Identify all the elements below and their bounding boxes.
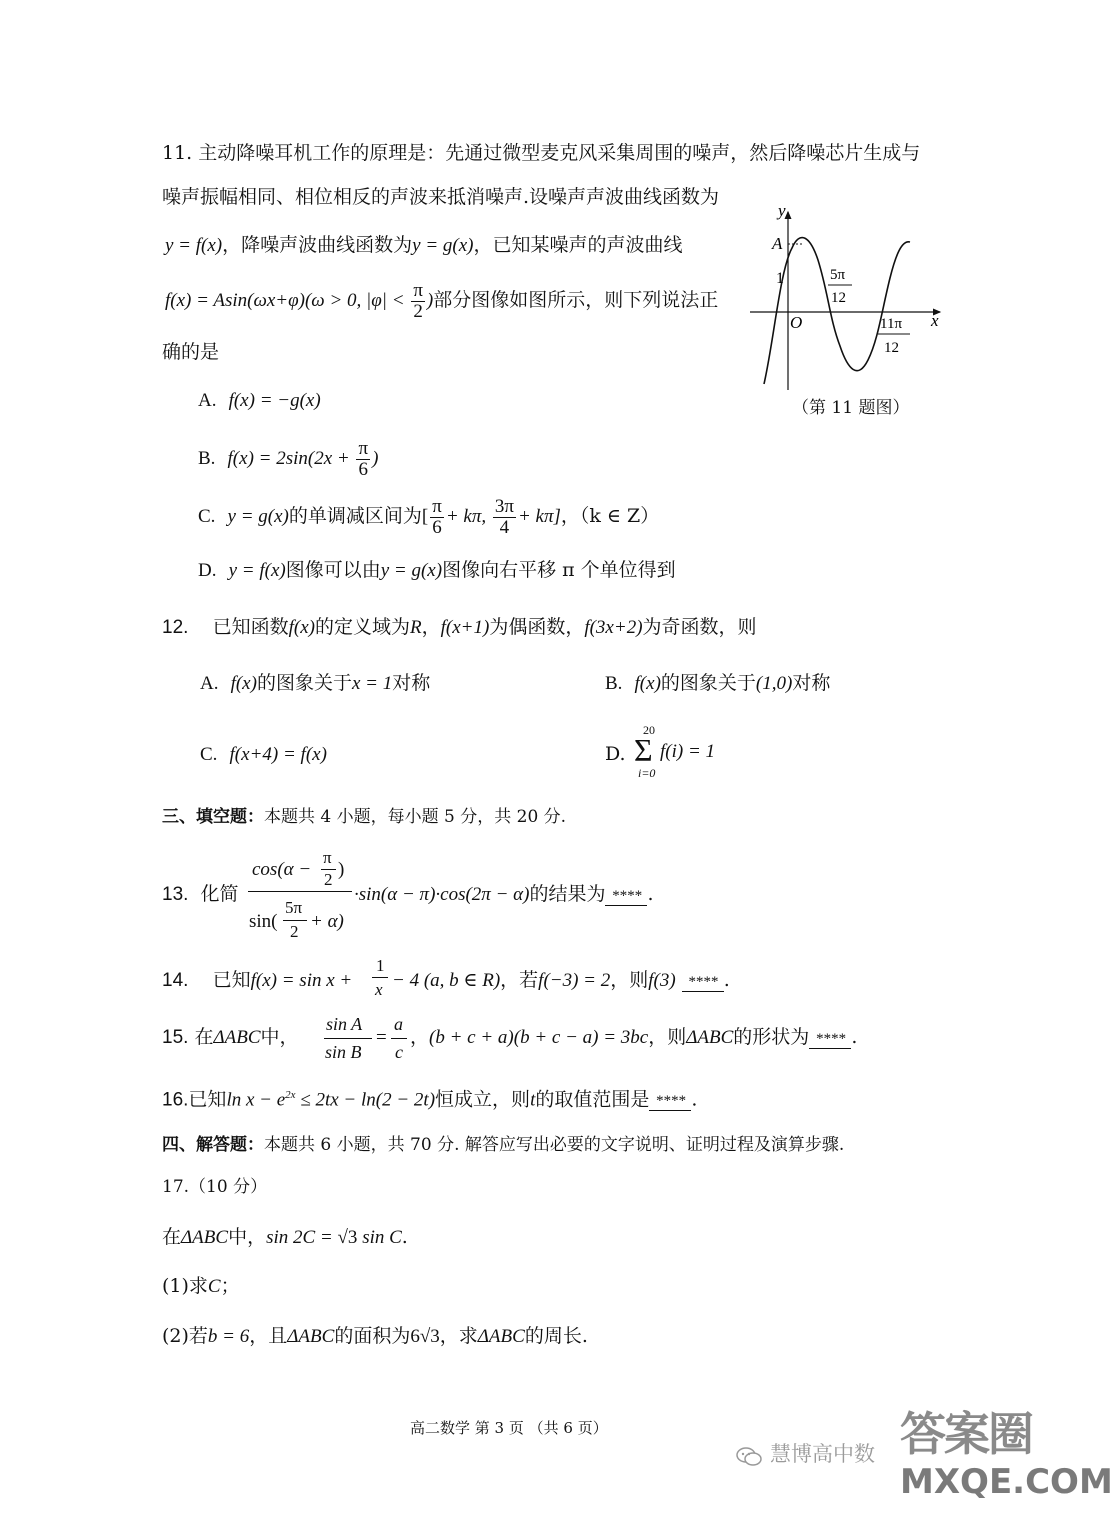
q11-pi-over-2: $\frac{\pi}{2}$: [413, 279, 423, 322]
logo-text: 答案圈: [900, 1407, 1032, 1461]
amplitude-label: A: [772, 234, 783, 253]
q14: 14. 已知f(x) = sin x +: [162, 969, 353, 991]
q15-frac1-line: [324, 1038, 372, 1039]
q11-condition: (ω > 0, |φ| <: [304, 290, 410, 311]
tick1-den: 12: [831, 290, 846, 306]
q14-rest: − 4 (a, b ∈ R)，若f(−3) = 2，则f(3) **** .: [392, 969, 730, 991]
q13-answer-blank[interactable]: ****: [605, 887, 647, 906]
q11-line3: [165, 233, 683, 258]
q13-prefix: 13. 化简: [162, 883, 239, 905]
q11-option-d: D. y = f(x)图像可以由y = g(x)图像向右平移 π 个单位得到: [198, 559, 676, 581]
q13-den-5pi: 5π: [285, 898, 303, 917]
q12-option-b: B. f(x)的图象关于(1,0)对称: [605, 672, 831, 694]
q11-gx: y = g(x): [412, 235, 474, 256]
tick2-num: 11π: [880, 316, 903, 332]
wechat-icon: [736, 1446, 762, 1468]
q12-stem: 12. 已知函数f(x)的定义域为R，f(x+1)为偶函数，f(3x+2)为奇函数，则: [162, 616, 757, 638]
q13-denominator: sin(: [249, 911, 278, 932]
q11-text: 部分图像如图所示，则下列说法正: [433, 289, 719, 311]
q13-num-close: ): [338, 859, 345, 880]
q15-frac2-den: c: [395, 1042, 403, 1062]
q15-frac2-line: [391, 1038, 407, 1039]
q11-option-c: C. y = g(x)的单调减区间为[ $\frac{\pi}{6}$ + kπ, $\frac{3\pi}{4}$ + kπ]，（k ∈ Z）: [198, 495, 660, 538]
q17-part1: (1)求C；: [162, 1275, 240, 1297]
q13-numerator: cos(α −: [252, 859, 312, 880]
q13-num-2: 2: [324, 870, 333, 889]
logo-url: MXQE.COM: [900, 1462, 1113, 1502]
section-4-heading: 四、解答题：本题共 6 小题，共 70 分. 解答应写出必要的文字说明、证明过程及演算步骤.: [162, 1135, 845, 1155]
q11-line5: 确的是: [162, 341, 220, 363]
q15-frac1-den: sin B: [325, 1042, 362, 1062]
sine-curve: [764, 238, 910, 384]
q11-option-a: A. f(x) = −g(x): [198, 390, 321, 411]
q13-rest: ·sin(α − π)·cos(2π − α)的结果为 **** .: [354, 883, 654, 905]
q15-prefix: 15. 在ΔABC中，: [162, 1026, 299, 1048]
q12-option-c: C. f(x+4) = f(x): [200, 744, 327, 765]
q14-answer-blank[interactable]: ****: [682, 973, 724, 992]
y-axis-label: y: [778, 201, 786, 220]
one-label: 1: [776, 270, 784, 287]
q13-main-fracline: [248, 891, 352, 892]
q12-sum-top: 20: [643, 723, 655, 737]
q12-sum-sign: Σ: [634, 732, 653, 768]
x-axis-label: x: [931, 311, 939, 330]
q14-fracline: [372, 977, 388, 978]
q11-text: ，降噪声波曲线函数为: [222, 234, 413, 256]
section-3-heading: 三、填空题：本题共 4 小题，每小题 5 分，共 20 分.: [162, 807, 567, 827]
q15-eq: =: [376, 1027, 387, 1048]
q17-heading: 17.（10 分）: [162, 1177, 268, 1197]
page-footer: 高二数学 第 3 页 （共 6 页）: [410, 1419, 608, 1437]
q11-figure-caption: （第 11 题图）: [792, 398, 910, 418]
q13-num-pi: π: [323, 848, 332, 867]
q11-text: ，已知某噪声的声波曲线: [473, 234, 683, 256]
q14-frac-den: x: [375, 980, 383, 999]
tick1-num: 5π: [830, 267, 846, 283]
tick2-den: 12: [884, 340, 899, 356]
q11-figure: [740, 200, 950, 400]
q12-sum-expr: f(i) = 1: [660, 741, 716, 762]
q11-line4: [165, 278, 718, 323]
q12-option-d-label: D.: [605, 743, 626, 765]
q16: 16.已知$\ln x - e^{2x} \le 2tx - \ln(2 - 2t)$恒成立，则t的取值范围是 **** .: [162, 1088, 698, 1111]
q17-part2: (2)若b = 6，且ΔABC的面积为6√3，求ΔABC的周长.: [162, 1325, 588, 1347]
q15-rest: ，(b + c + a)(b + c − a) = 3bc，则ΔABC的形状为 **** .: [410, 1026, 858, 1048]
q11-fx: y = f(x): [165, 235, 223, 256]
q14-frac-num: 1: [376, 956, 385, 975]
origin-label: O: [790, 313, 803, 332]
q11-line1: 11. 主动降噪耳机工作的原理是：先通过微型麦克风采集周围的噪声，然后降噪芯片生成与: [162, 142, 921, 164]
q11-line2: 噪声振幅相同、相位相反的声波来抵消噪声.设噪声声波曲线函数为: [162, 186, 720, 208]
q12-option-a: A. f(x)的图象关于x = 1对称: [200, 672, 431, 694]
wechat-account-name: 慧博高中数: [770, 1442, 875, 1466]
q11-function: f(x) = Asin(ωx+φ): [165, 290, 305, 311]
q11-option-b: B. f(x) = 2sin(2x + $\frac{\pi}{6}$ ): [198, 437, 379, 480]
q17-condition: 在ΔABC中，sin 2C = √3 sin C.: [162, 1226, 408, 1248]
q15-answer-blank[interactable]: ****: [809, 1030, 851, 1049]
q13-den-fracline: [283, 920, 307, 921]
q12-sum-bottom: i=0: [638, 766, 656, 780]
q15-frac1-num: sin A: [326, 1014, 363, 1034]
q15-frac2-num: a: [394, 1014, 403, 1034]
q11-paren: ): [426, 290, 434, 311]
q16-answer-blank[interactable]: ****: [649, 1092, 691, 1111]
q13-den-close: + α): [310, 911, 344, 932]
q13-den-2: 2: [290, 922, 299, 941]
